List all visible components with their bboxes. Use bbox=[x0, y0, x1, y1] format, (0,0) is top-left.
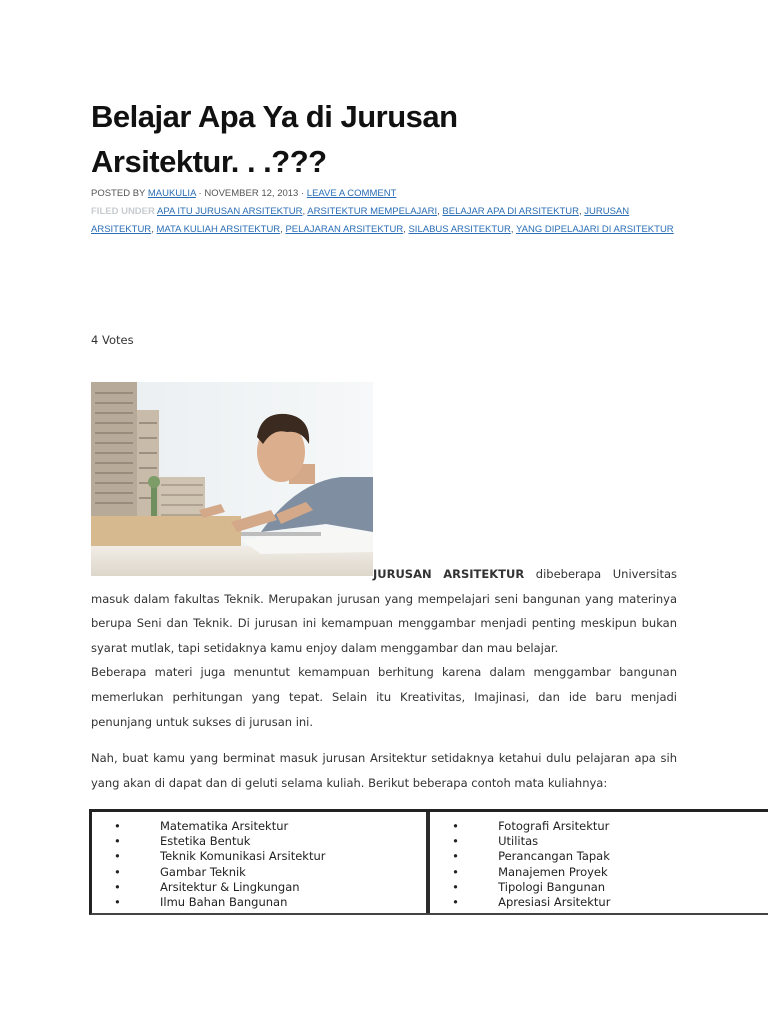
paragraph-1: masuk dalam fakultas Teknik. Merupakan jurusan yang mempelajari seni bangunan yang materinya berupa Seni dan Teknik. Di jurusan ini kemampuan menggambar menjadi penting meskipun bukan syarat mutlak, tapi setidaknya kamu enjoy dalam menggambar dan mau belajar. bbox=[91, 591, 677, 655]
list-item: • Apresiasi Arsitektur bbox=[452, 895, 611, 910]
tag-link[interactable]: APA ITU JURUSAN ARSITEKTUR bbox=[157, 206, 303, 217]
tag-link[interactable]: MATA KULIAH ARSITEKTUR bbox=[156, 224, 281, 235]
paragraph-2: Beberapa materi juga menuntut kemampuan berhitung karena dalam menggambar bangunan memerlukan perhitungan yang tepat. Selain itu Kreativitas, Imajinasi, dan ide baru menjadi penunjang untuk sukses di jurusan ini. bbox=[91, 665, 677, 729]
bold-term: JURUSAN bbox=[373, 567, 432, 581]
tag-link[interactable]: YANG DIPELAJARI DI ARSITEKTUR bbox=[516, 224, 674, 235]
leave-comment-link[interactable]: LEAVE A COMMENT bbox=[306, 188, 397, 199]
tag-link[interactable]: ARSITEKTUR MEMPELAJARI bbox=[307, 206, 438, 217]
tag-link[interactable]: SILABUS ARSITEKTUR bbox=[408, 224, 511, 235]
architect-photo-illustration bbox=[91, 382, 373, 576]
filed-under-label: FILED UNDER bbox=[91, 206, 155, 217]
article-photo bbox=[91, 382, 373, 576]
post-date: NOVEMBER 12, 2013 bbox=[204, 188, 299, 199]
intro-line: JURUSAN ARSITEKTUR dibeberapa Universitas bbox=[373, 567, 677, 581]
list-item: • Fotografi Arsitektur bbox=[452, 819, 610, 833]
votes-count: 4 Votes bbox=[91, 333, 134, 347]
posted-by-label: POSTED BY bbox=[91, 188, 146, 199]
list-item: • Perancangan Tapak bbox=[452, 849, 610, 864]
list-item: • Manajemen Proyek bbox=[452, 864, 608, 879]
course-column-right bbox=[430, 812, 768, 913]
post-meta: POSTED BY MAUKULIA · NOVEMBER 12, 2013 · LEAVE A COMMENT FILED UNDER APA ITU JURUSAN ARSITEKTUR, ARSITEKTUR MEMPELAJARI, BELAJAR APA DI ARSITEKTUR, JURUSAN ARSITEKTUR, MATA KULIAH ARSITEKTUR, PELAJARAN ARSITEKTUR, SILABUS ARSITEKTUR, YANG DIPELAJARI DI ARSITEKTUR bbox=[91, 188, 674, 235]
paragraph-3: Nah, buat kamu yang berminat masuk jurusan Arsitektur setidaknya ketahui dulu pelajaran apa sih yang akan di dapat dan di geluti selama kuliah. Berikut beberapa contoh mata kuliahnya: bbox=[91, 751, 677, 790]
list-item: • Matematika Arsitektur bbox=[114, 819, 289, 833]
list-item: • Ilmu Bahan Bangunan bbox=[114, 895, 288, 910]
bold-term: ARSITEKTUR bbox=[443, 567, 525, 581]
tag-link[interactable]: JURUSAN ARSITEKTUR bbox=[91, 206, 630, 235]
tag-link[interactable]: BELAJAR APA DI ARSITEKTUR bbox=[442, 206, 579, 217]
author-link[interactable]: MAUKULIA bbox=[147, 188, 196, 199]
list-item: • Tipologi Bangunan bbox=[452, 879, 606, 894]
article-title: Belajar Apa Ya di Jurusan Arsitektur. . .??? bbox=[91, 99, 458, 179]
list-item: • Utilitas bbox=[452, 834, 539, 849]
tag-link[interactable]: PELAJARAN ARSITEKTUR bbox=[285, 224, 404, 235]
list-item: • Estetika Bentuk bbox=[114, 834, 251, 849]
list-item: • Teknik Komunikasi Arsitektur bbox=[114, 849, 326, 864]
list-item: • Arsitektur & Lingkungan bbox=[114, 879, 300, 894]
list-item: • Gambar Teknik bbox=[114, 864, 246, 879]
course-column-left bbox=[92, 812, 430, 913]
article-body bbox=[91, 562, 677, 795]
course-table bbox=[89, 809, 768, 915]
